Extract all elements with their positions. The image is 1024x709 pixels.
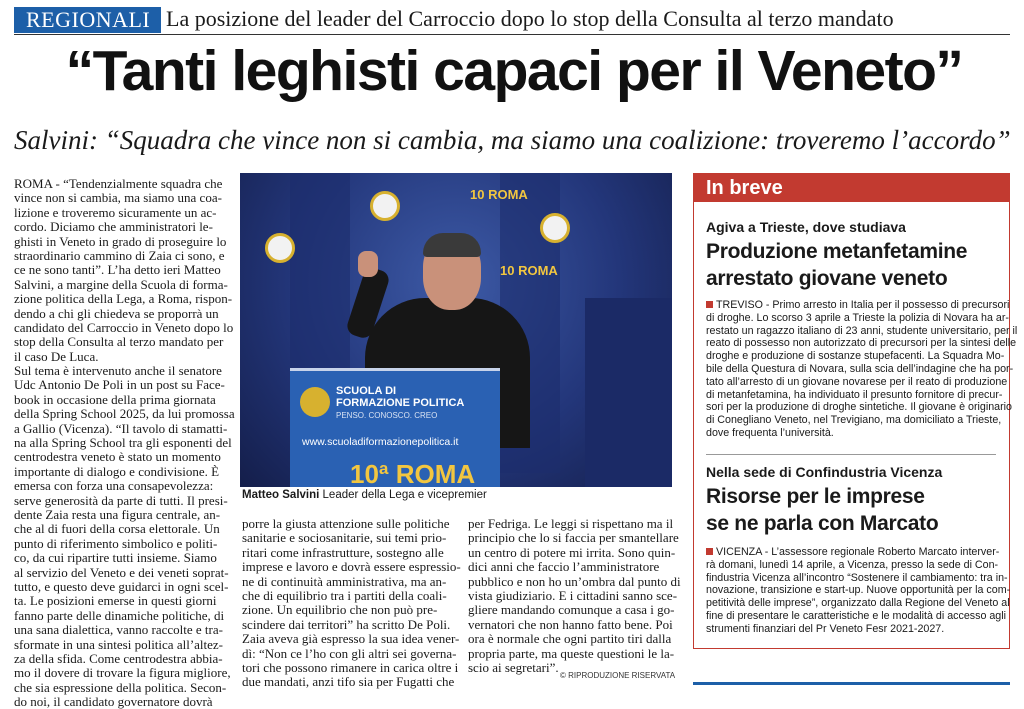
text-line: che sia espressione della politica. Secon- <box>14 679 227 695</box>
text-line: tato all’arresto di un giovane novarese per il reato di produzione <box>706 375 1008 388</box>
article-column-1 <box>14 176 235 709</box>
text-line: al servizio del Veneto e dei veneti soprat- <box>14 564 229 580</box>
text-line: scindere dai territori” ha scritto De Poli. <box>242 616 451 632</box>
red-square-marker-icon <box>706 548 713 555</box>
text-line: restato un ragazzo italiano di 23 anni, studente universitario, per il <box>706 324 1018 337</box>
podium-title-line: SCUOLA DI <box>336 385 397 397</box>
brief-kicker: Agiva a Trieste, dove studiava <box>706 219 906 235</box>
text-line: do noi, il candidato governatore dovrà <box>14 694 213 709</box>
speaker-hair <box>423 233 481 257</box>
text-line: propria parte, ma queste questioni le la- <box>468 645 675 661</box>
subheadline: Salvini: “Squadra che vince non si cambia, ma siamo una coalizione: troveremo l’accordo” <box>14 125 1011 155</box>
text-line: punto di riferimento simbolico e politi- <box>14 535 218 551</box>
article-column-2 <box>242 516 461 690</box>
podium-banner: 10ª ROMA <box>350 459 476 489</box>
text-line: bile della Questura di Novara, sulla scia dell’indagine che ha por- <box>706 362 1014 375</box>
caption-role: Leader della Lega e vicepremier <box>322 489 487 501</box>
text-line: dendo a chi gli chiedeva se proporrà un <box>14 305 219 321</box>
text-line: un centro di potere mi irrita. Sono quin- <box>468 544 676 560</box>
text-line: il caso De Luca. <box>14 348 99 364</box>
backdrop-text: 10 ROMA <box>470 187 528 202</box>
text-line: sanitarie e sociosanitarie, sui temi prio- <box>242 530 447 546</box>
lega-logo-icon <box>540 213 570 243</box>
section-badge: REGIONALI <box>14 7 161 33</box>
text-line: co, da cui ripartire tutti insieme. Siamo <box>14 550 217 566</box>
kicker-line: La posizione del leader del Carroccio dopo lo stop della Consulta al terzo mandato <box>166 6 894 31</box>
text-line: ora è normale che ogni partito tiri dalla <box>468 631 672 647</box>
text-line: candidato del Carroccio in Veneto dopo lo <box>14 319 234 335</box>
text-line: che al di fuori della corsa elettorale. Un <box>14 521 220 537</box>
text-line: Udc Antonio De Poli in un post su Face- <box>14 377 225 393</box>
article-column-3 <box>468 516 681 675</box>
caption-name: Matteo Salvini <box>242 489 320 501</box>
text-line: ne di continuità amministrativa, ma an- <box>242 573 447 589</box>
text-line: una sana dialettica, vanno raccolte e tra- <box>14 622 223 638</box>
lega-logo-icon <box>265 233 295 263</box>
text-line: dove frequenta l’università. <box>706 426 834 439</box>
text-line: strumenti finanziari del Pr Veneto Fesr 2021-2027. <box>706 622 945 635</box>
text-line: stop della Consulta al terzo mandato per <box>14 334 224 350</box>
lega-logo-icon <box>370 191 400 221</box>
headline: “Tanti leghisti capaci per il Veneto” <box>65 39 963 103</box>
red-square-marker-icon <box>706 301 713 308</box>
text-line: di metanfetamina, ha individuato il presunto fornitore di precur- <box>706 388 1003 401</box>
text-line: Zaia aveva già espresso la sua idea vener- <box>242 631 460 647</box>
text-line: di Conegliano Veneto, nel Trevigiano, ma domiciliato a Trieste, <box>706 414 1002 427</box>
podium-title-line: FORMAZIONE POLITICA <box>336 397 465 409</box>
text-line: di droghe. Lo scorso 3 aprile a Trieste la polizia di Novara ha ar- <box>706 311 1009 324</box>
text-line: na alla Spring School tra gli esponenti del <box>14 435 232 451</box>
text-line: importante di dialogo e condivisione. È <box>14 463 220 479</box>
text-line: zione. Un equilibrio che non può pre- <box>242 602 438 618</box>
brief-kicker: Nella sede di Confindustria Vicenza <box>706 464 943 480</box>
raised-hand <box>358 251 378 277</box>
text-line: ta. Le posizioni emerse in questi giorni <box>14 593 217 609</box>
backdrop-text: 10 ROMA <box>500 263 558 278</box>
text-line: pubblico e non ho un’ombra dal punto di <box>468 573 681 589</box>
text-line: serve generosità da parte di tutti. Il presi- <box>14 492 228 508</box>
text-line: zione politica della Lega, a Roma, rispon- <box>14 291 233 307</box>
text-line: imprese e lavoro e dovrà essere espressio- <box>242 559 461 575</box>
text-line: za della sfida. Come centrodestra abbia- <box>14 650 223 666</box>
text-line: tutto, e questo deve guidarci in ogni scel- <box>14 578 229 594</box>
text-line: cordo. Diciamo che amministratori le- <box>14 219 213 235</box>
school-emblem-icon <box>300 387 330 417</box>
podium <box>290 368 500 487</box>
text-line: della Spring School 2025, da lui promossa <box>14 406 235 422</box>
text-line: vernatori che non hanno fatto bene. Poi <box>468 616 673 632</box>
brief-body <box>706 546 1011 636</box>
podium-motto: PENSO. CONOSCO. CREO <box>336 411 438 420</box>
text-line: reato di possesso non autorizzato di precursori per la sintesi delle <box>706 337 1017 350</box>
text-line: droghe e produzione di sostanze stupefacenti. La Squadra Mo- <box>706 350 1005 363</box>
text-line <box>706 299 1010 312</box>
text-line: straordinario cammino di Zaia ci sono, e <box>14 247 225 263</box>
backdrop-side-panel <box>585 298 672 487</box>
bottom-rule <box>693 682 1010 685</box>
text-line: per Fedriga. Le leggi si rispettano ma il <box>468 516 674 531</box>
text-line: rà domani, lunedì 14 aprile, a Vicenza, presso la sede di Con- <box>706 558 999 571</box>
text-line: mo il dovere di trovare la figura migliore, <box>14 665 231 681</box>
text-line: dici anni che faccio l’amministratore <box>468 559 660 575</box>
text-line: fine di presentare le caratteristiche e le modalità di accesso agli <box>706 609 1007 622</box>
text-line: ghisti in Veneto in grado di proseguire lo <box>14 233 227 249</box>
text-line: principio che lo si faccia per smantellare <box>468 530 679 546</box>
text-line: gliere mandando comunque a casa i go- <box>468 602 675 618</box>
text-line: novazione, transizione e start-up. Nuove opportunità per la com- <box>706 584 1011 597</box>
text-line: ce ne sono tanti”. L’ha detto ieri Matteo <box>14 262 221 278</box>
text-line-content: VICENZA - L’assessore regionale Roberto Marcato interver- <box>716 546 1000 558</box>
brief-title: Risorse per le imprese <box>706 485 925 508</box>
copyright-credit: © RIPRODUZIONE RISERVATA <box>560 671 676 680</box>
brief-body <box>706 299 1018 440</box>
header-rule <box>14 34 1010 35</box>
podium-url: www.scuoladiformazionepolitica.it <box>302 436 459 448</box>
article-photo <box>240 173 672 487</box>
text-line: sori per la produzione di droghe sintetiche. Il giovane è originario <box>706 401 1012 414</box>
text-line: a Gallio (Vicenza). “Il tavolo di stamatti- <box>14 420 228 436</box>
text-line: scio ai segretari”. <box>468 659 559 675</box>
brief-separator <box>706 454 996 455</box>
text-line: centrodestra veneto è stato un momento <box>14 449 221 465</box>
text-line: due mandati, anzi tifo sia per Fugatti che <box>242 674 455 690</box>
text-line: vista giudiziario. E i cittadini sanno sce- <box>468 587 678 603</box>
text-line: book in occasione della prima giornata <box>14 391 216 407</box>
brief-title: se ne parla con Marcato <box>706 512 939 535</box>
text-line: Salvini, a margine della Scuola di forma- <box>14 276 228 292</box>
text-line: Sul tema è intervenuto anche il senatore <box>14 363 222 379</box>
text-line: dente Zaia resta una figura centrale, an- <box>14 506 221 522</box>
text-line: lizione e troveremo sicuramente un ac- <box>14 204 217 220</box>
text-line: dì: “Non ce l’ho con gli altri sei governa- <box>242 645 457 661</box>
text-line: emersa con forza una consapevolezza: <box>14 478 214 494</box>
text-line: ritari come infrastrutture, sostegno alle <box>242 544 444 560</box>
brief-title: arrestato giovane veneto <box>706 267 948 290</box>
text-line: fanno parte delle dinamiche politiche, di <box>14 607 225 623</box>
sidebar-header: In breve <box>694 174 1009 202</box>
text-line: petitività delle imprese”, organizzato dalla Regione del Veneto al <box>706 597 1010 610</box>
text-line <box>706 546 1004 559</box>
in-breve-box <box>693 173 1018 649</box>
text-line: vince non si cambia, ma siamo una coa- <box>14 190 222 206</box>
text-line: findustria Vicenza all’incontro “Sostenere il cambiamento: tra in- <box>706 571 1008 584</box>
text-line: ROMA - “Tendenzialmente squadra che <box>14 176 223 191</box>
text-line: tori che possono rimanere in carica oltre i <box>242 659 459 675</box>
text-line: porre la giusta attenzione sulle politiche <box>242 516 450 531</box>
text-line: sformate in una sintesi politica all’altez- <box>14 636 224 652</box>
text-line: che di equilibrio tra i partiti della coali- <box>242 587 447 603</box>
text-line-content: TREVISO - Primo arresto in Italia per il possesso di precursori <box>716 299 1010 311</box>
brief-title: Produzione metanfetamine <box>706 240 968 263</box>
podium-title <box>336 385 464 409</box>
photo-caption <box>242 489 487 501</box>
